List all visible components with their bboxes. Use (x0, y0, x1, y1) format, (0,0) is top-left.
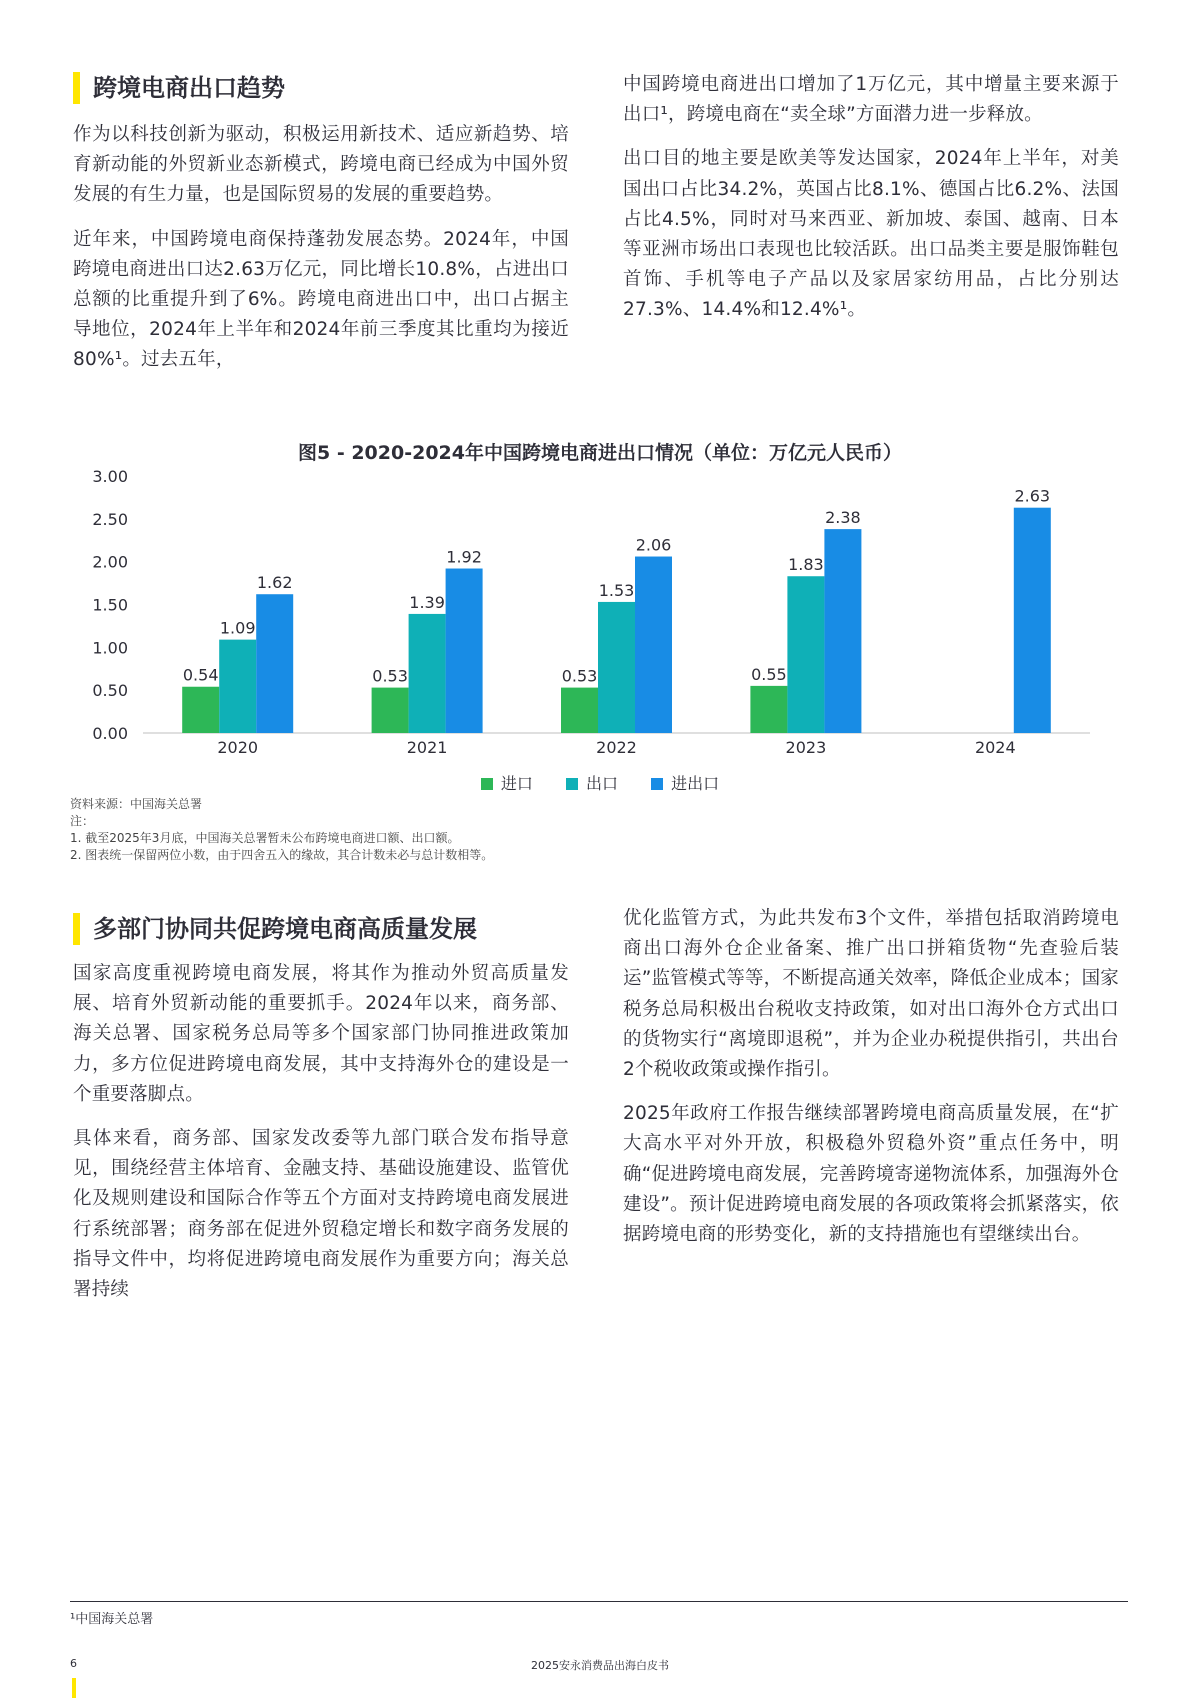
x-tick-label: 2021 (406, 738, 448, 757)
legend-label-total: 进出口 (671, 774, 720, 793)
y-tick-label: 0.00 (92, 724, 128, 743)
section1-left-para-1: 作为以科技创新为驱动，积极运用新技术、适应新趋势、培育新动能的外贸新业态新模式，跨境电商已经成为中国外贸发展的有生力量，也是国际贸易的发展的重要趋势。 (73, 124, 569, 206)
section1-left-para-2: 近年来，中国跨境电商保持蓬勃发展态势。2024年，中国跨境电商进出口达2.63万亿元，同比增长10.8%，占进出口总额的比重提升到了6%。跨境电商进出口中，出口占据主导地位，2024年上半年和2024年前三季度其比重均为接近80%¹。过去五年， (73, 228, 569, 371)
x-tick-label: 2022 (596, 738, 637, 757)
y-tick-label: 2.50 (92, 509, 128, 529)
legend-label-export: 出口 (585, 774, 618, 793)
data-label: 1.62 (256, 573, 293, 593)
bar-进口 (561, 688, 598, 733)
yellow-accent-bar (72, 1678, 76, 1698)
section1-heading: 跨境电商出口趋势 (73, 70, 569, 106)
bar-出口 (598, 602, 635, 733)
x-tick-label: 2020 (217, 738, 259, 757)
data-label: 1.83 (788, 555, 824, 575)
section2-right-para-1: 优化监管方式，为此共发布3个文件，举措包括取消跨境电商出口海外仓企业备案、推广出口拼箱货物“先查验后装运”监管模式等等，不断提高通关效率，降低企业成本；国家税务总局积极出台税收支持政策，如对出口海外仓方式出口的货物实行“离境即退税”，并为企业办税提供指引，共出台2个税收政策或操作指引。 (623, 908, 1119, 1081)
footnote-divider (70, 1601, 1128, 1602)
data-label: 1.39 (409, 592, 445, 612)
legend-swatch-import (481, 778, 493, 790)
section1-right-para-1: 中国跨境电商进出口增加了1万亿元，其中增量主要来源于出口¹，跨境电商在“卖全球”方面潜力进一步释放。 (623, 74, 1119, 126)
report-title: 2025安永消费品出海白皮书 (531, 1659, 669, 1672)
bar-出口 (219, 640, 256, 733)
chart-source: 资料来源：中国海关总署 (70, 797, 203, 811)
chart-note-2: 2. 图表统一保留两位小数，由于四舍五入的缘故，其合计数未必与总计数相等。 (70, 848, 494, 862)
bar-出口 (787, 576, 824, 733)
legend-item-import (481, 771, 533, 794)
section2-left-para-2: 具体来看，商务部、国家发改委等九部门联合发布指导意见，围绕经营主体培育、金融支持、基础设施建设、监管优化及规则建设和国际合作等五个方面对支持跨境电商发展进行系统部署；商务部在促进外贸稳定增长和数字商务发展的指导文件中，均将促进跨境电商发展作为重要方向；海关总署持续 (73, 1128, 569, 1301)
x-tick-label: 2024 (974, 738, 1016, 757)
legend-label-import: 进口 (500, 774, 533, 793)
section2-left-column (73, 911, 569, 1305)
bar-出口 (409, 614, 446, 733)
bar-chart (0, 458, 1200, 768)
y-tick-label: 1.00 (92, 638, 128, 658)
chart-note-1: 1. 截至2025年3月底，中国海关总署暂未公布跨境电商进口额、出口额。 (70, 831, 460, 845)
x-tick-label: 2023 (785, 738, 827, 757)
section1-right-para-2: 出口目的地主要是欧美等发达国家，2024年上半年，对美国出口占比34.2%，英国占比8.1%、德国占比6.2%、法国占比4.5%，同时对马来西亚、新加坡、泰国、越南、日本等亚洲市场出口表现也比较活跃。出口品类主要是服饰鞋包首饰、手机等电子产品以及家居家纺用品，占比分别达27.3%、14.4%和12.4%¹。 (623, 148, 1119, 321)
data-label: 0.53 (372, 666, 408, 686)
bar-进出口 (446, 569, 483, 733)
bar-进口 (182, 687, 219, 733)
data-label: 2.63 (1014, 486, 1051, 506)
y-tick-label: 1.50 (92, 595, 128, 615)
chart-title: 图5 - 2020-2024年中国跨境电商进出口情况（单位：万亿元人民币） (298, 442, 902, 464)
data-label: 0.53 (561, 666, 598, 686)
data-label: 0.54 (182, 665, 219, 685)
bar-进出口 (635, 557, 672, 733)
section2-right-column (623, 904, 1119, 1250)
section2-heading: 多部门协同共促跨境电商高质量发展 (73, 911, 569, 947)
bar-进出口 (256, 594, 293, 733)
data-label: 1.92 (446, 547, 482, 567)
y-tick-label: 2.00 (92, 552, 128, 572)
legend-swatch-total (651, 778, 663, 790)
section2-left-para-1: 国家高度重视跨境电商发展，将其作为推动外贸高质量发展、培育外贸新动能的重要抓手。2024年以来，商务部、海关总署、国家税务总局等多个国家部门协同推进政策加力，多方位促进跨境电商发展，其中支持海外仓的建设是一个重要落脚点。 (73, 963, 569, 1105)
bar-进口 (372, 688, 409, 733)
y-tick-label: 3.00 (92, 467, 128, 486)
legend-item-total (651, 771, 719, 794)
y-tick-label: 0.50 (92, 681, 128, 701)
bar-进出口 (1014, 508, 1051, 733)
legend-swatch-export (566, 778, 578, 790)
section1-left-column (73, 70, 569, 376)
chart-notes (70, 796, 493, 864)
data-label: 2.06 (635, 535, 672, 555)
data-label: 2.38 (825, 508, 861, 528)
legend-item-export (566, 771, 618, 794)
footnote: ¹中国海关总署 (70, 1612, 154, 1627)
chart-note-label: 注： (70, 814, 95, 828)
data-label: 1.53 (598, 580, 635, 600)
data-label: 0.55 (751, 664, 787, 684)
bar-进口 (750, 686, 787, 733)
bar-进出口 (824, 529, 861, 733)
page-number: 6 (70, 1657, 77, 1670)
chart-legend (0, 771, 1200, 794)
section1-right-column (623, 70, 1119, 326)
section2-right-para-2: 2025年政府工作报告继续部署跨境电商高质量发展，在“扩大高水平对外开放，积极稳外贸稳外资”重点任务中，明确“促进跨境电商发展，完善跨境寄递物流体系，加强海外仓建设”。预计促进跨境电商发展的各项政策将会抓紧落实，依据跨境电商的形势变化，新的支持措施也有望继续出台。 (623, 1103, 1119, 1246)
data-label: 1.09 (219, 618, 256, 638)
